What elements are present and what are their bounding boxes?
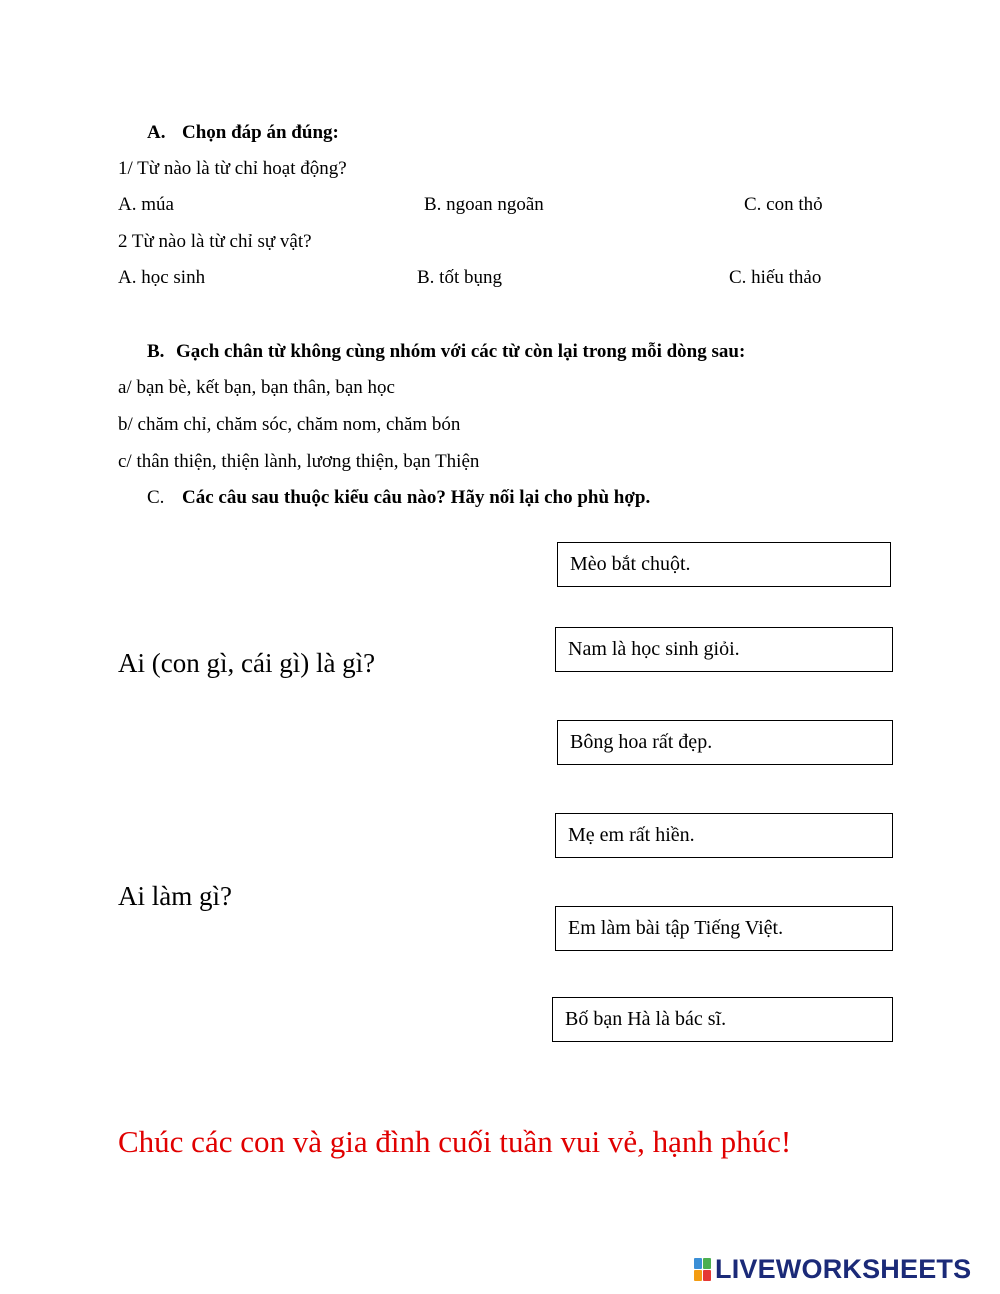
- closing-message: Chúc các con và gia đình cuối tuần vui vẻ, hạnh phúc!: [118, 1124, 792, 1159]
- section-b-line-b[interactable]: b/ chăm chỉ, chăm sóc, chăm nom, chăm bón: [118, 414, 461, 435]
- question-2: 2 Từ nào là từ chỉ sự vật?: [118, 231, 312, 252]
- q2-option-c[interactable]: C. hiếu thảo: [729, 267, 822, 288]
- sentence-text: Em làm bài tập Tiếng Việt.: [568, 917, 784, 939]
- logo-text: LIVEWORKSHEETS: [715, 1253, 972, 1284]
- sentence-text: Bố bạn Hà là bác sĩ.: [565, 1008, 727, 1030]
- q1-option-b[interactable]: B. ngoan ngoãn: [424, 194, 544, 215]
- section-c-title: Các câu sau thuộc kiểu câu nào? Hãy nối lại cho phù hợp.: [182, 487, 651, 508]
- question-1: 1/ Từ nào là từ chỉ hoạt động?: [118, 158, 347, 179]
- section-b-title: Gạch chân từ không cùng nhóm với các từ còn lại trong mỗi dòng sau:: [176, 341, 746, 362]
- q2-option-a[interactable]: A. học sinh: [118, 267, 206, 288]
- sentence-text: Mẹ em rất hiền.: [568, 824, 695, 846]
- q2-option-b[interactable]: B. tốt bụng: [417, 267, 502, 288]
- sentence-box-2[interactable]: [555, 627, 893, 672]
- liveworksheets-logo: [694, 1254, 971, 1284]
- section-b-line-c[interactable]: c/ thân thiện, thiện lành, lương thiện, bạn Thiện: [118, 451, 480, 472]
- sentence-box-6[interactable]: [552, 997, 893, 1042]
- category-ai-lam-gi[interactable]: Ai làm gì?: [118, 881, 232, 911]
- sentence-box-5[interactable]: [555, 906, 893, 951]
- sentence-box-4[interactable]: [555, 813, 893, 858]
- section-a-title: Chọn đáp án đúng:: [182, 122, 339, 143]
- section-c-label: C.: [147, 487, 165, 508]
- sentence-text: Bông hoa rất đẹp.: [570, 731, 713, 753]
- sentence-text: Mèo bắt chuột.: [570, 553, 691, 575]
- section-b-label: B.: [147, 341, 165, 362]
- section-a-label: A.: [147, 122, 166, 143]
- sentence-text: Nam là học sinh giỏi.: [568, 638, 740, 660]
- q1-option-c[interactable]: C. con thỏ: [744, 194, 823, 215]
- q1-option-a[interactable]: A. múa: [118, 194, 174, 215]
- sentence-box-1[interactable]: [557, 542, 891, 587]
- liveworksheets-logo-icon: [694, 1258, 711, 1281]
- category-ai-la-gi[interactable]: Ai (con gì, cái gì) là gì?: [118, 648, 376, 678]
- sentence-box-3[interactable]: [557, 720, 893, 765]
- section-b-line-a[interactable]: a/ bạn bè, kết bạn, bạn thân, bạn học: [118, 377, 395, 398]
